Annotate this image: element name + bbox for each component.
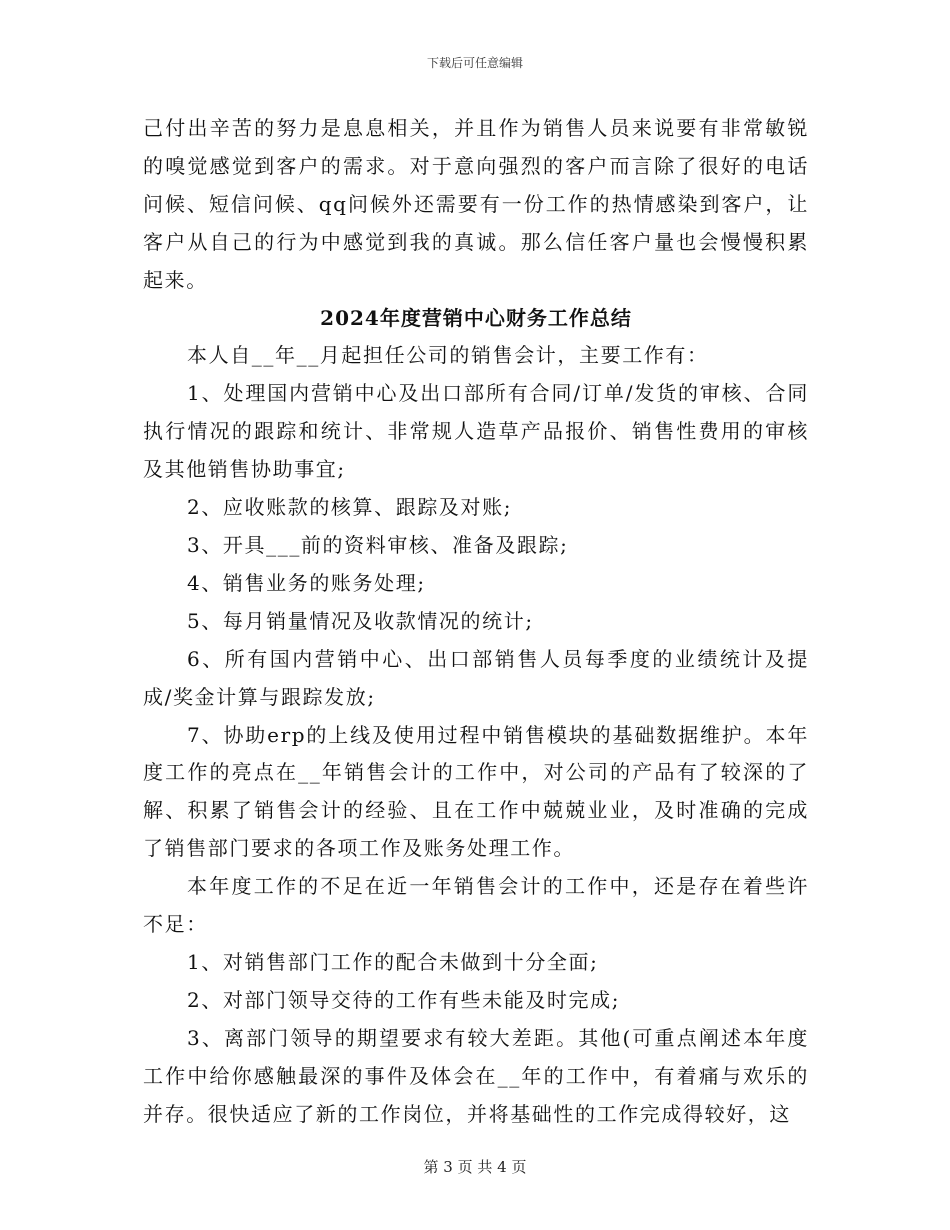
- paragraph-intro-duties: 本人自__年__月起担任公司的销售会计，主要工作有：: [187, 343, 709, 368]
- document-title: 2024年度营销中心财务工作总结: [320, 305, 632, 330]
- paragraph-duty-3: 3、开具___前的资料审核、准备及跟踪;: [187, 532, 569, 557]
- page-header: 下载后可任意编辑: [426, 56, 523, 70]
- document-body: [143, 110, 809, 1133]
- paragraph-shortcoming-3: 3、离部门领导的期望要求有较大差距。其他(可重点阐述本年度工作中给你感触最深的事件及体会在__年的工作中，有着痛与欢乐的并存。很快适应了新的工作岗位，并将基础性的工作完成得较好，这: [143, 1025, 809, 1126]
- paragraph-duty-6: 6、所有国内营销中心、出口部销售人员每季度的业绩统计及提成/奖金计算与跟踪发放;: [143, 646, 809, 709]
- paragraph-shortcomings-intro: 本年度工作的不足在近一年销售会计的工作中，还是存在着些许不足：: [143, 874, 809, 937]
- paragraph-duty-7-highlights: 7、协助erp的上线及使用过程中销售模块的基础数据维护。本年度工作的亮点在__年销售会计的工作中，对公司的产品有了较深的了解、积累了销售会计的经验、且在工作中兢兢业业，及时准确的完成了销售部门要求的各项工作及账务处理工作。: [143, 722, 809, 861]
- intro-paragraph: 己付出辛苦的努力是息息相关，并且作为销售人员来说要有非常敏锐的嗅觉感觉到客户的需求。对于意向强烈的客户而言除了很好的电话问候、短信问候、qq问候外还需要有一份工作的热情感染到客户，让客户从自己的行为中感觉到我的真诚。那么信任客户量也会慢慢积累起来。: [143, 116, 809, 292]
- paragraph-shortcoming-2: 2、对部门领导交待的工作有些未能及时完成;: [187, 987, 621, 1012]
- paragraph-duty-5: 5、每月销量情况及收款情况的统计;: [187, 608, 534, 633]
- paragraph-duty-4: 4、销售业务的账务处理;: [187, 570, 426, 595]
- paragraph-duty-2: 2、应收账款的核算、跟踪及对账;: [187, 495, 513, 520]
- paragraph-shortcoming-1: 1、对销售部门工作的配合未做到十分全面;: [187, 949, 599, 974]
- paragraph-duty-1: 1、处理国内营销中心及出口部所有合同/订单/发货的审核、合同执行情况的跟踪和统计、非常规人造草产品报价、销售性费用的审核及其他销售协助事宜;: [143, 381, 809, 482]
- page-number: 第 3 页 共 4 页: [423, 1158, 527, 1176]
